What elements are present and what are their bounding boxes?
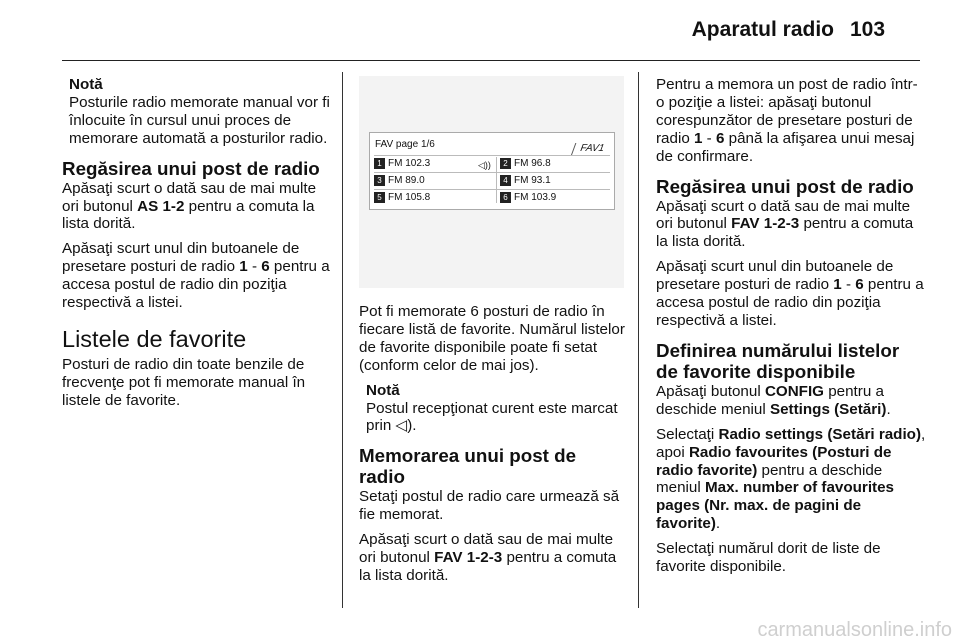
- screen-divider: [374, 172, 610, 173]
- column-left: [62, 76, 332, 417]
- note-title: Notă: [366, 381, 400, 399]
- note-title: Notă: [69, 76, 103, 93]
- paragraph: Apăsaţi butonul CONFIG pentru a deschide meniul Settings (Setări).: [656, 382, 891, 418]
- fav-page-screen: [369, 132, 615, 210]
- note-box: [359, 382, 627, 436]
- heading-store-station: Memorarea unui post de radio: [359, 445, 577, 488]
- preset-slot: [500, 157, 551, 170]
- paragraph: Apăsaţi scurt o dată sau de mai multe ori butonul FAV 1-2-3 pentru a comuta la lista dorită.: [656, 197, 914, 251]
- heading-define-favourites: Definirea numărului listelor de favorite disponibile: [656, 339, 900, 382]
- paragraph: Posturi de radio din toate benzile de frecvenţe pot fi memorate manual în listele de favorite.: [62, 355, 306, 409]
- paragraph: Apăsaţi scurt o dată sau de mai multe ori butonul AS 1-2 pentru a comuta la lista dorită.: [62, 179, 317, 233]
- slot-frequency: FM 89.0: [388, 174, 425, 186]
- paragraph: Apăsaţi scurt unul din butoanele de presetare posturi de radio 1 - 6 pentru a accesa postul de radio din poziţia respectivă a listei.: [656, 258, 924, 329]
- heading-retrieve-station: Regăsirea unui post de radio: [656, 175, 914, 197]
- slot-frequency: FM 103.9: [514, 191, 557, 203]
- speaker-icon: ◁): [395, 417, 413, 435]
- page-number: 103: [850, 18, 886, 41]
- radio-display-figure: [359, 76, 624, 288]
- paragraph: Selectaţi Radio settings (Setări radio), apoi Radio favourites (Posturi de radio favorite) pentru a deschide meniul Max. number of favourites pages (Nr. max. de pagini de favorite).: [656, 425, 926, 533]
- paragraph: Pot fi memorate 6 posturi de radio în fiecare listă de favorite. Numărul listelor de favorite disponibile poate fi setat (conform celor de mai jos).: [359, 303, 625, 374]
- note-text: Postul recepţionat curent este marcat prin ◁).: [366, 399, 618, 435]
- preset-slot: [500, 174, 551, 187]
- slot-number: 4: [500, 175, 511, 186]
- slot-frequency: FM 93.1: [514, 174, 551, 186]
- slot-frequency: FM 105.8: [388, 191, 431, 203]
- note-text: Posturile radio memorate manual vor fi înlocuite în cursul unui proces de memorare automată a posturilor radio.: [69, 93, 330, 147]
- preset-slot: [374, 191, 430, 204]
- fav-tag: FAV1: [571, 143, 608, 156]
- watermark: carmanualsonline.info: [590, 618, 960, 642]
- slot-number: 5: [374, 192, 385, 203]
- column-divider: [638, 72, 639, 608]
- heading-retrieve-station: Regăsirea unui post de radio: [62, 157, 320, 179]
- screen-divider: [496, 157, 497, 203]
- slot-number: 2: [500, 158, 511, 169]
- screen-title: FAV page 1/6: [375, 139, 435, 150]
- section-title: Aparatul radio: [691, 18, 834, 41]
- speaker-icon: ◁)): [478, 160, 491, 170]
- slot-number: 3: [374, 175, 385, 186]
- slot-number: 6: [500, 192, 511, 203]
- note-box: [62, 76, 332, 148]
- paragraph: Selectaţi numărul dorit de liste de favorite disponibile.: [656, 540, 881, 576]
- preset-slot: [500, 191, 556, 204]
- column-divider: [342, 72, 343, 608]
- paragraph: Apăsaţi scurt unul din butoanele de presetare posturi de radio 1 - 6 pentru a accesa postul de radio din poziţia respectivă a listei.: [62, 240, 330, 312]
- heading-favourite-lists: Listele de favorite: [62, 325, 247, 352]
- paragraph: Pentru a memora un post de radio într-o poziţie a listei: apăsaţi butonul corespunzător de presetare posturi de radio 1 - 6 până la afişarea unui mesaj de confirmare.: [656, 76, 918, 165]
- slot-frequency: FM 96.8: [514, 157, 551, 169]
- preset-slot: [374, 157, 430, 170]
- screen-divider: [374, 155, 610, 156]
- preset-slot: [374, 174, 425, 187]
- paragraph: Apăsaţi scurt o dată sau de mai multe ori butonul FAV 1-2-3 pentru a comuta la lista dorită.: [359, 531, 617, 584]
- slot-number: 1: [374, 158, 385, 169]
- column-middle: [359, 303, 627, 592]
- column-right: [656, 76, 926, 583]
- slot-frequency: FM 102.3: [388, 157, 431, 169]
- paragraph: Setaţi postul de radio care urmează să fie memorat.: [359, 488, 620, 524]
- header-rule: [62, 60, 920, 61]
- screen-divider: [374, 189, 610, 190]
